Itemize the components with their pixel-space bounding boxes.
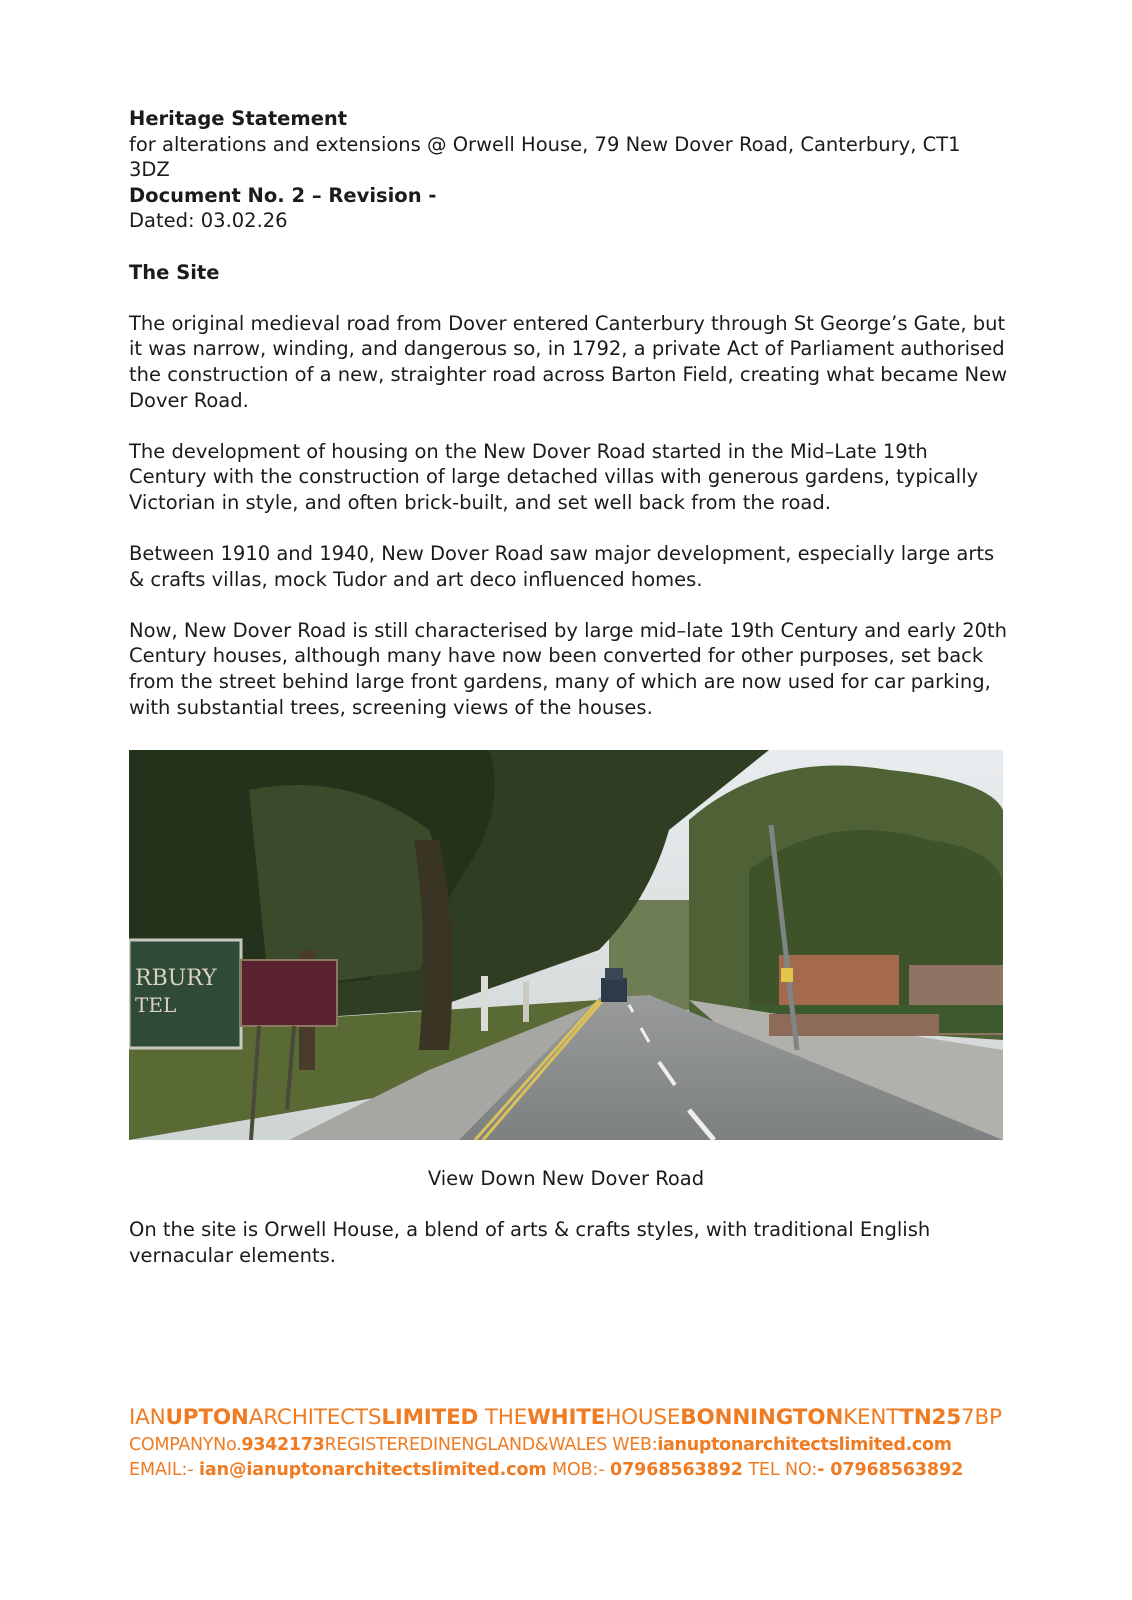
footer-text-segment: WHITE	[527, 1405, 606, 1430]
footer-text-segment: 7BP	[961, 1405, 1002, 1430]
footer-contact	[129, 1458, 1019, 1483]
sign-text-2: TEL	[135, 993, 177, 1017]
footer-text-segment: UPTON	[165, 1405, 249, 1430]
footer-text-segment: TEL NO:	[742, 1460, 818, 1480]
footer-text-segment: 9342173	[241, 1435, 325, 1455]
paragraph: The development of housing on the New Dover Road started in the Mid–Late 19th Century with the construction of large detached villas with generous gardens, typically Victorian in style, and often brick-built, and set well back from the road.	[129, 439, 979, 514]
document-subtitle-line1: for alterations and extensions @ Orwell House, 79 New Dover Road, Canterbury, CT1	[129, 132, 961, 156]
footer-text-segment: ianuptonarchitectslimited.com	[657, 1435, 952, 1455]
footer-company-address	[129, 1403, 1019, 1433]
sign-text-1: RBURY	[135, 966, 217, 991]
paragraph: Between 1910 and 1940, New Dover Road saw major development, especially large arts & crafts villas, mock Tudor and art deco influenced homes.	[129, 542, 995, 591]
paragraph: Now, New Dover Road is still characterised by large mid–late 19th Century and early 20th Century houses, although many have now been converted for other purposes, set back from the street behind large front gardens, many of which are now used for car parking, with substantial trees, screening views of the houses.	[129, 618, 1008, 719]
footer-registration-web	[129, 1433, 1019, 1458]
company-footer	[129, 1403, 1019, 1483]
document-date: Dated: 03.02.26	[129, 209, 288, 233]
footer-text-segment: ARCHITECTS	[248, 1405, 382, 1430]
photo-caption: View Down New Dover Road	[427, 1167, 705, 1190]
footer-text-segment: 07968563892	[610, 1460, 743, 1480]
footer-text-segment: REGISTEREDINENGLAND&WALES WEB:	[324, 1435, 658, 1455]
footer-text-segment: THE	[478, 1405, 528, 1430]
footer-text-segment: COMPANYNo.	[129, 1435, 242, 1455]
after-photo-text	[129, 1217, 1009, 1294]
footer-text-segment: HOUSE	[605, 1405, 681, 1430]
document-body	[129, 106, 1009, 746]
footer-text-segment: ian@ianuptonarchitectslimited.com	[199, 1460, 547, 1480]
paragraph: On the site is Orwell House, a blend of arts & crafts styles, with traditional English vernacular elements.	[129, 1218, 931, 1267]
footer-text-segment: LIMITED	[381, 1405, 479, 1430]
footer-text-segment: MOB:-	[546, 1460, 611, 1480]
footer-text-segment: EMAIL:-	[129, 1460, 200, 1480]
street-photo	[129, 750, 1003, 1140]
footer-text-segment: - 07968563892	[817, 1460, 964, 1480]
section-heading: The Site	[129, 260, 220, 284]
footer-text-segment: BONNINGTON	[680, 1405, 844, 1430]
document-title: Heritage Statement	[129, 107, 348, 130]
footer-text-segment: TN25	[899, 1405, 962, 1430]
footer-text-segment: IAN	[129, 1405, 166, 1430]
footer-text-segment: KENT	[843, 1405, 900, 1430]
paragraph: The original medieval road from Dover entered Canterbury through St George’s Gate, but it was narrow, winding, and dangerous so, in 1792, a private Act of Parliament authorised the construction of a new, straighter road across Barton Field, creating what became New Dover Road.	[129, 311, 1008, 412]
document-subtitle-line2: 3DZ	[129, 158, 170, 182]
document-number: Document No. 2 – Revision -	[129, 183, 437, 207]
